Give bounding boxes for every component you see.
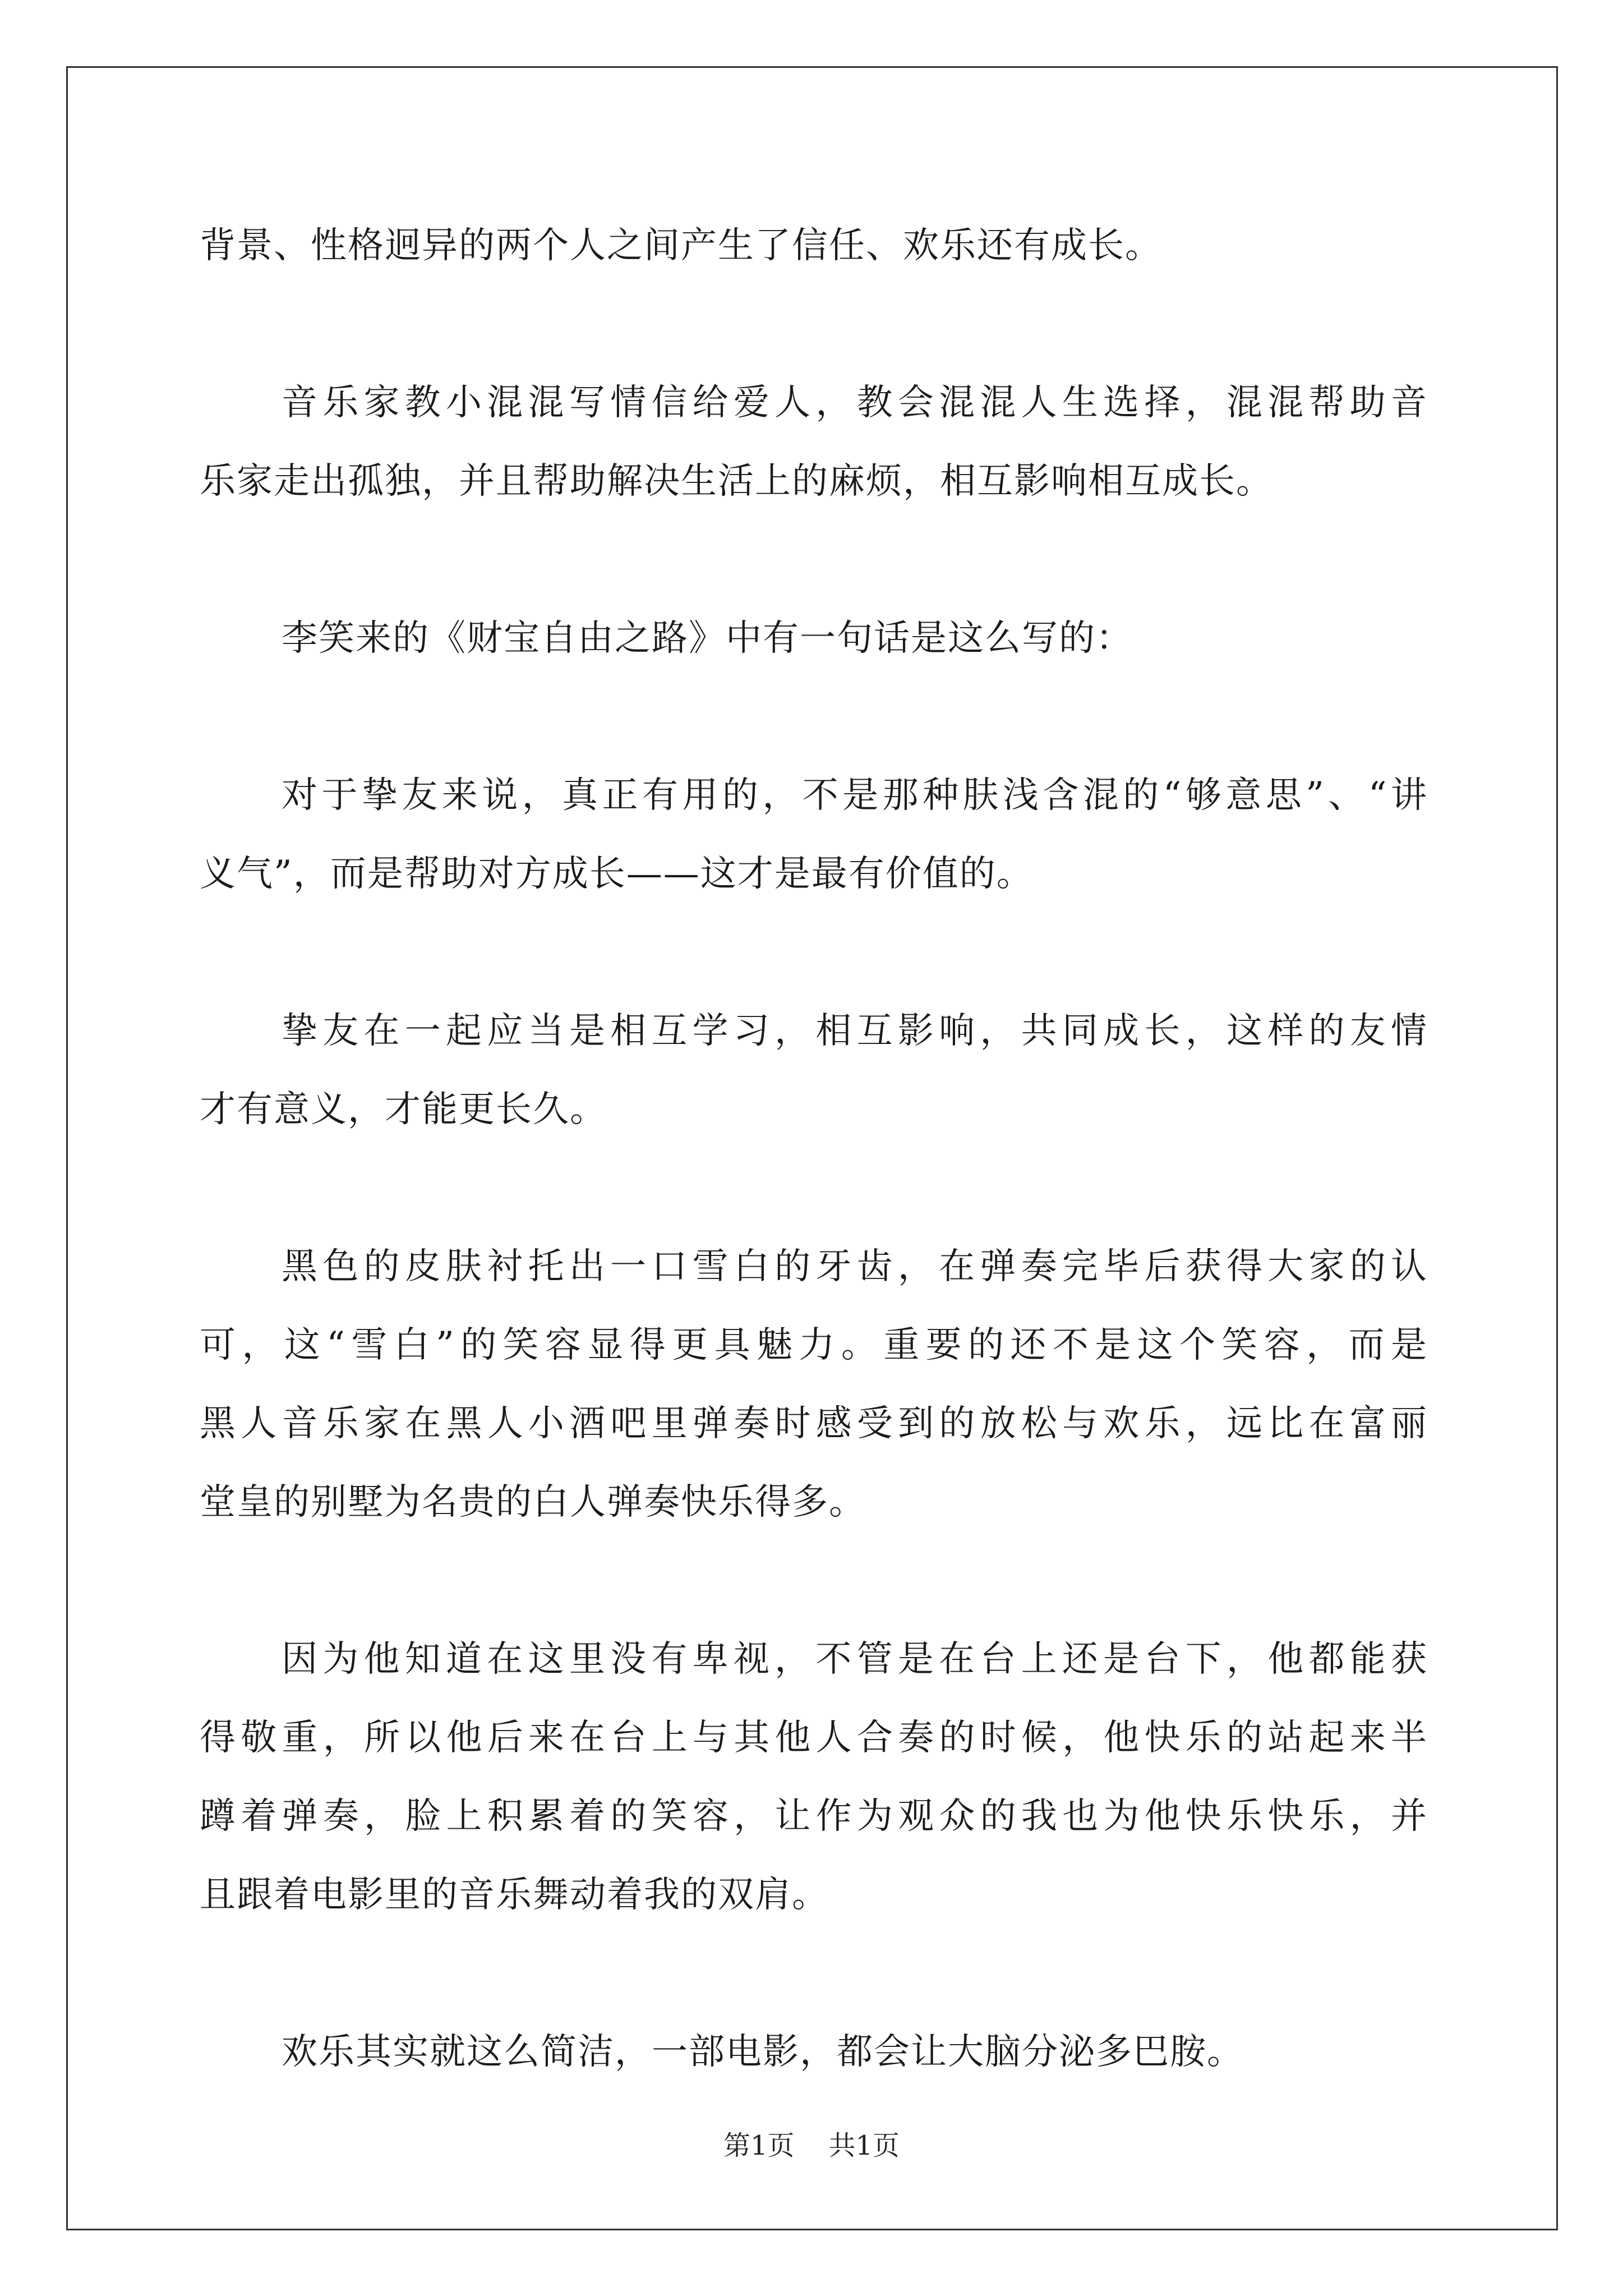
document-body [200, 206, 1428, 2091]
paragraph [200, 364, 1428, 521]
text-line: 背景、性格迥异的两个人之间产生了信任、欢乐还有成长。 [200, 225, 1162, 266]
paragraph [200, 2013, 1428, 2091]
paragraph [200, 206, 1428, 285]
paragraph [200, 992, 1428, 1149]
text-line: 因为他知道在这里没有卑视，不管是在台上还是台下，他都能获 [282, 1639, 1428, 1680]
text-line: 堂皇的别墅为名贵的白人弹奏快乐得多。 [200, 1481, 866, 1523]
text-line: 义气”，而是帮助对方成长——这才是最有价值的。 [200, 853, 1034, 895]
paragraph [200, 1227, 1428, 1542]
text-line: 蹲着弹奏，脸上积累着的笑容，让作为观众的我也为他快乐快乐，并 [200, 1796, 1428, 1837]
text-line: 欢乐其实就这么简洁，一部电影，都会让大脑分泌多巴胺。 [282, 2031, 1244, 2073]
text-line: 且跟着电影里的音乐舞动着我的双肩。 [200, 1874, 829, 1916]
text-line: 黑色的皮肤衬托出一口雪白的牙齿，在弹奏完毕后获得大家的认 [282, 1246, 1428, 1287]
text-line: 黑人音乐家在黑人小酒吧里弹奏时感受到的放松与欢乐，远比在富丽 [200, 1403, 1428, 1444]
text-line: 对于挚友来说，真正有用的，不是那种肤浅含混的“够意思”、“讲 [282, 775, 1428, 816]
text-line: 得敬重，所以他后来在台上与其他人合奏的时候，他快乐的站起来半 [200, 1717, 1428, 1759]
text-line: 才有意义，才能更长久。 [200, 1089, 607, 1130]
page-total: 共1页 [828, 2130, 900, 2161]
page-number: 第1页 [723, 2130, 795, 2161]
text-line: 挚友在一起应当是相互学习，相互影响，共同成长，这样的友情 [282, 1010, 1428, 1052]
page-footer [0, 2129, 1623, 2162]
paragraph [200, 756, 1428, 913]
text-line: 李笑来的《财宝自由之路》中有一句话是这么写的： [282, 618, 1133, 659]
paragraph [200, 1620, 1428, 1934]
paragraph [200, 599, 1428, 678]
text-line: 乐家走出孤独，并且帮助解决生活上的麻烦，相互影响相互成长。 [200, 461, 1273, 502]
text-line: 音乐家教小混混写情信给爱人，教会混混人生选择，混混帮助音 [282, 382, 1428, 424]
text-line: 可，这“雪白”的笑容显得更具魅力。重要的还不是这个笑容，而是 [200, 1324, 1428, 1366]
